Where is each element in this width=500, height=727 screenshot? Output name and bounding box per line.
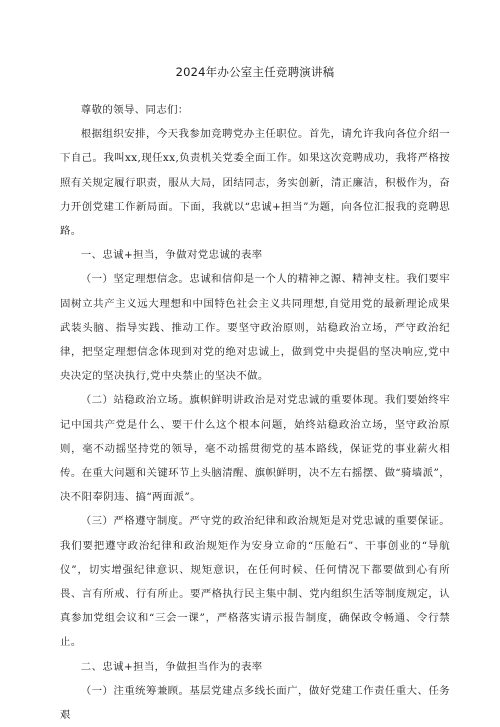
section-2-paragraph-1: （一）注重统筹兼顾。基层党建点多线长面广，做好党建工作责任重大、任务艰 [60,684,450,722]
section-1-paragraph-2: （二）站稳政治立场。旗帜鲜明讲政治是对党忠诚的重要体现。我们要始终牢记中国共产党是什么、要干什么这个根本问题，始终站稳政治立场，坚守政治原则，毫不动摇坚持党的领导，毫不动摇贯彻党的基本路线，保证党的事业薪火相传。在重大问题和关键环节上头脑清醒、旗帜鲜明，决不左右摇摆、做“骑墙派”，决不阳奉阴违、搞“两面派”。 [60,394,450,504]
section-1-paragraph-3: （三）严格遵守制度。严守党的政治纪律和政治规矩是对党忠诚的重要保证。我们要把遵守政治纪律和政治规矩作为安身立命的“压舱石”、干事创业的“导航仪”，切实增强纪律意识、规矩意识，在任何时候、任何情况下都要做到心有所畏、言有所戒、行有所止。要严格执行民主集中制、党内组织生活等制度规定，认真参加党组会议和“三会一课”，严格落实请示报告制度，确保政令畅通、令行禁止。 [60,515,450,649]
section-1-heading: 一、忠诚+担当，争做对党忠诚的表率 [80,249,263,262]
salutation: 尊敬的领导、同志们： [80,104,189,116]
section-1-paragraph-1: （一）坚定理想信念。忠诚和信仰是一个人的精神之源、精神支柱。我们要牢固树立共产主义远大理想和中国特色社会主义共同理想,自觉用党的最新理论成果武装头脑、指导实践、推动工作。要坚守政治原则，站稳政治立场，严守政治纪律，把坚定理想信念体现到对党的绝对忠诚上，做到党中央提倡的坚决响应,党中央决定的坚决执行,党中央禁止的坚决不做。 [60,273,450,383]
document-title: 2024年办公室主任竞聘演讲稿 [175,65,335,79]
intro-paragraph: 根据组织安排，今天我参加竞聘党办主任职位。首先，请允许我向各位介绍一下自己。我叫xx,现任xx,负责机关党委全面工作。如果这次竞聘成功，我将严格按照有关规定履行职责，服从大局，团结同志，务实创新，清正廉洁，积极作为，奋力开创党建工作新局面。下面，我就以“忠诚+担当”为题，向各位汇报我的竞聘思路。 [60,128,450,238]
section-2-heading: 二、忠诚+担当，争做担当作为的表率 [80,660,263,673]
